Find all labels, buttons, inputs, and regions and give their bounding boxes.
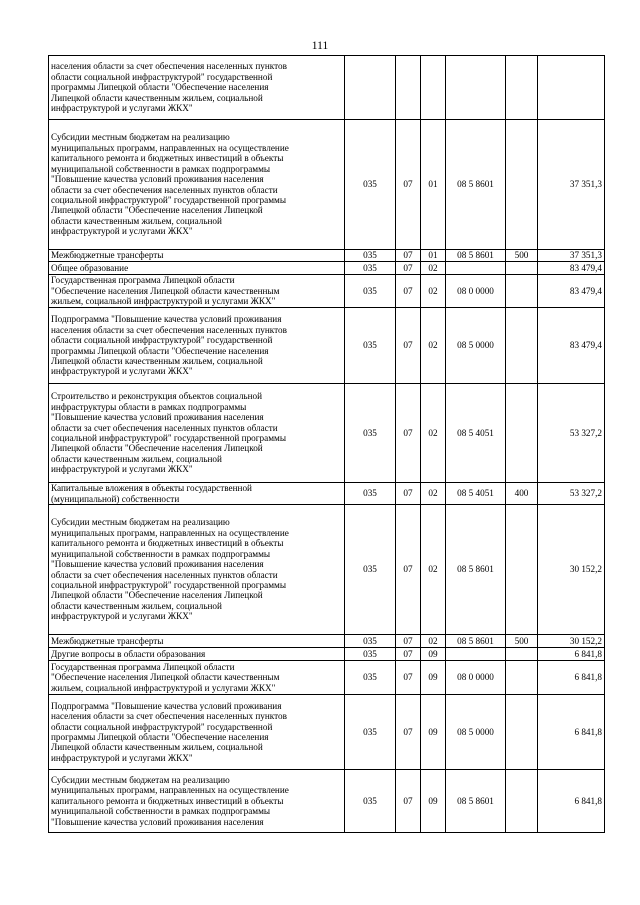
expense-type-cell [506, 275, 538, 308]
expense-name-cell: Общее образование [49, 262, 345, 275]
ministry-code-cell: 035 [345, 275, 396, 308]
table-row [49, 262, 605, 275]
amount-cell: 6 841,8 [538, 695, 605, 770]
subsection-code-cell: 02 [421, 483, 446, 505]
expense-type-cell [506, 505, 538, 635]
table-row [49, 505, 605, 635]
subsection-code-cell: 02 [421, 635, 446, 648]
ministry-code-cell: 035 [345, 505, 396, 635]
target-article-cell: 08 0 0000 [446, 275, 506, 308]
amount-cell: 53 327,2 [538, 384, 605, 483]
expense-type-cell [506, 661, 538, 695]
target-article-cell: 08 5 4051 [446, 384, 506, 483]
amount-cell: 83 479,4 [538, 275, 605, 308]
subsection-code-cell: 09 [421, 695, 446, 770]
ministry-code-cell: 035 [345, 635, 396, 648]
ministry-code-cell: 035 [345, 695, 396, 770]
expense-type-cell [506, 308, 538, 384]
target-article-cell: 08 0 0000 [446, 661, 506, 695]
subsection-code-cell: 02 [421, 505, 446, 635]
page-number: 111 [311, 40, 329, 52]
expense-name-cell: Государственная программа Липецкой области "Обеспечение населения Липецкой области качественным жильем, социальной инфраструктурой и услугами ЖКХ" [49, 275, 345, 308]
section-code-cell: 07 [396, 120, 421, 250]
expense-name-cell: Подпрограмма "Повышение качества условий проживания населения области за счет обеспечения населенных пунктов области социальной инфраструктурой" государственной программы Липецкой области "Обеспечение населения Липецкой области качественным жильем, социальной инфраструктурой и услугами ЖКХ" [49, 308, 345, 384]
table-row [49, 695, 605, 770]
target-article-cell: 08 5 0000 [446, 695, 506, 770]
subsection-code-cell: 09 [421, 648, 446, 661]
budget-table [48, 55, 605, 833]
table-row [49, 120, 605, 250]
target-article-cell: 08 5 4051 [446, 483, 506, 505]
ministry-code-cell: 035 [345, 483, 396, 505]
section-code-cell: 07 [396, 483, 421, 505]
ministry-code-cell: 035 [345, 384, 396, 483]
ministry-code-cell: 035 [345, 648, 396, 661]
expense-type-cell [506, 384, 538, 483]
expense-name-cell: населения области за счет обеспечения населенных пунктов области социальной инфраструктурой" государственной программы Липецкой области "Обеспечение населения Липецкой области качественным жильем, социальной инфраструктурой и услугами ЖКХ" [49, 56, 345, 120]
expense-name-cell: Государственная программа Липецкой области "Обеспечение населения Липецкой области качественным жильем, социальной инфраструктурой и услугами ЖКХ" [49, 661, 345, 695]
ministry-code-cell: 035 [345, 770, 396, 833]
subsection-code-cell: 02 [421, 275, 446, 308]
subsection-code-cell: 01 [421, 250, 446, 262]
amount-cell: 53 327,2 [538, 483, 605, 505]
subsection-code-cell: 09 [421, 770, 446, 833]
amount-cell: 83 479,4 [538, 262, 605, 275]
target-article-cell [446, 262, 506, 275]
section-code-cell: 07 [396, 695, 421, 770]
expense-type-cell [506, 695, 538, 770]
subsection-code-cell: 02 [421, 384, 446, 483]
ministry-code-cell: 035 [345, 120, 396, 250]
table-row [49, 56, 605, 120]
target-article-cell: 08 5 8601 [446, 770, 506, 833]
expense-type-cell: 500 [506, 635, 538, 648]
table-row [49, 483, 605, 505]
expense-type-cell [506, 262, 538, 275]
table-row [49, 308, 605, 384]
table-row [49, 661, 605, 695]
amount-cell: 37 351,3 [538, 250, 605, 262]
section-code-cell: 07 [396, 250, 421, 262]
section-code-cell: 07 [396, 384, 421, 483]
target-article-cell: 08 5 8601 [446, 250, 506, 262]
expense-type-cell: 400 [506, 483, 538, 505]
section-code-cell: 07 [396, 648, 421, 661]
expense-type-cell [506, 56, 538, 120]
expense-name-cell: Межбюджетные трансферты [49, 635, 345, 648]
subsection-code-cell: 01 [421, 120, 446, 250]
expense-name-cell: Капитальные вложения в объекты государственной (муниципальной) собственности [49, 483, 345, 505]
expense-type-cell: 500 [506, 250, 538, 262]
target-article-cell [446, 648, 506, 661]
target-article-cell: 08 5 8601 [446, 505, 506, 635]
expense-name-cell: Субсидии местным бюджетам на реализацию муниципальных программ, направленных на осуществление капитального ремонта и бюджетных инвестиций в объекты муниципальной собственности в рамках подпрограммы "Повышение качества условий проживания населения области за счет обеспечения населенных пунктов области социальной инфраструктурой" государственной программы Липецкой области "Обеспечение населения Липецкой области качественным жильем, социальной инфраструктурой и услугами ЖКХ" [49, 120, 345, 250]
subsection-code-cell: 02 [421, 308, 446, 384]
amount-cell [538, 56, 605, 120]
section-code-cell: 07 [396, 262, 421, 275]
expense-type-cell [506, 770, 538, 833]
expense-name-cell: Строительство и реконструкция объектов социальной инфраструктуры области в рамках подпрограммы "Повышение качества условий проживания населения области за счет обеспечения населенных пунктов области социальной инфраструктурой" государственной программы Липецкой области "Обеспечение населения Липецкой области качественным жильем, социальной инфраструктурой и услугами ЖКХ" [49, 384, 345, 483]
ministry-code-cell: 035 [345, 308, 396, 384]
table-row [49, 384, 605, 483]
expense-name-cell: Субсидии местным бюджетам на реализацию муниципальных программ, направленных на осуществление капитального ремонта и бюджетных инвестиций в объекты муниципальной собственности в рамках подпрограммы "Повышение качества условий проживания населения области за счет обеспечения населенных пунктов области социальной инфраструктурой" государственной программы Липецкой области "Обеспечение населения Липецкой области качественным жильем, социальной инфраструктурой и услугами ЖКХ" [49, 505, 345, 635]
amount-cell: 30 152,2 [538, 505, 605, 635]
table-row [49, 635, 605, 648]
section-code-cell: 07 [396, 661, 421, 695]
amount-cell: 6 841,8 [538, 661, 605, 695]
amount-cell: 6 841,8 [538, 770, 605, 833]
target-article-cell: 08 5 8601 [446, 120, 506, 250]
section-code-cell: 07 [396, 505, 421, 635]
section-code-cell: 07 [396, 275, 421, 308]
subsection-code-cell: 09 [421, 661, 446, 695]
amount-cell: 37 351,3 [538, 120, 605, 250]
ministry-code-cell [345, 56, 396, 120]
expense-type-cell [506, 120, 538, 250]
target-article-cell: 08 5 8601 [446, 635, 506, 648]
amount-cell: 6 841,8 [538, 648, 605, 661]
target-article-cell: 08 5 0000 [446, 308, 506, 384]
ministry-code-cell: 035 [345, 262, 396, 275]
table-row [49, 770, 605, 833]
section-code-cell [396, 56, 421, 120]
section-code-cell: 07 [396, 308, 421, 384]
ministry-code-cell: 035 [345, 250, 396, 262]
expense-name-cell: Межбюджетные трансферты [49, 250, 345, 262]
expense-name-cell: Подпрограмма "Повышение качества условий проживания населения области за счет обеспечения населенных пунктов области социальной инфраструктурой" государственной программы Липецкой области "Обеспечение населения Липецкой области качественным жильем, социальной инфраструктурой и услугами ЖКХ" [49, 695, 345, 770]
table-body [49, 56, 605, 833]
table-row [49, 250, 605, 262]
expense-type-cell [506, 648, 538, 661]
subsection-code-cell: 02 [421, 262, 446, 275]
subsection-code-cell [421, 56, 446, 120]
amount-cell: 83 479,4 [538, 308, 605, 384]
section-code-cell: 07 [396, 635, 421, 648]
ministry-code-cell: 035 [345, 661, 396, 695]
section-code-cell: 07 [396, 770, 421, 833]
table-row [49, 648, 605, 661]
amount-cell: 30 152,2 [538, 635, 605, 648]
target-article-cell [446, 56, 506, 120]
table-row [49, 275, 605, 308]
expense-name-cell: Другие вопросы в области образования [49, 648, 345, 661]
expense-name-cell: Субсидии местным бюджетам на реализацию муниципальных программ, направленных на осуществление капитального ремонта и бюджетных инвестиций в объекты муниципальной собственности в рамках подпрограммы "Повышение качества условий проживания населения [49, 770, 345, 833]
